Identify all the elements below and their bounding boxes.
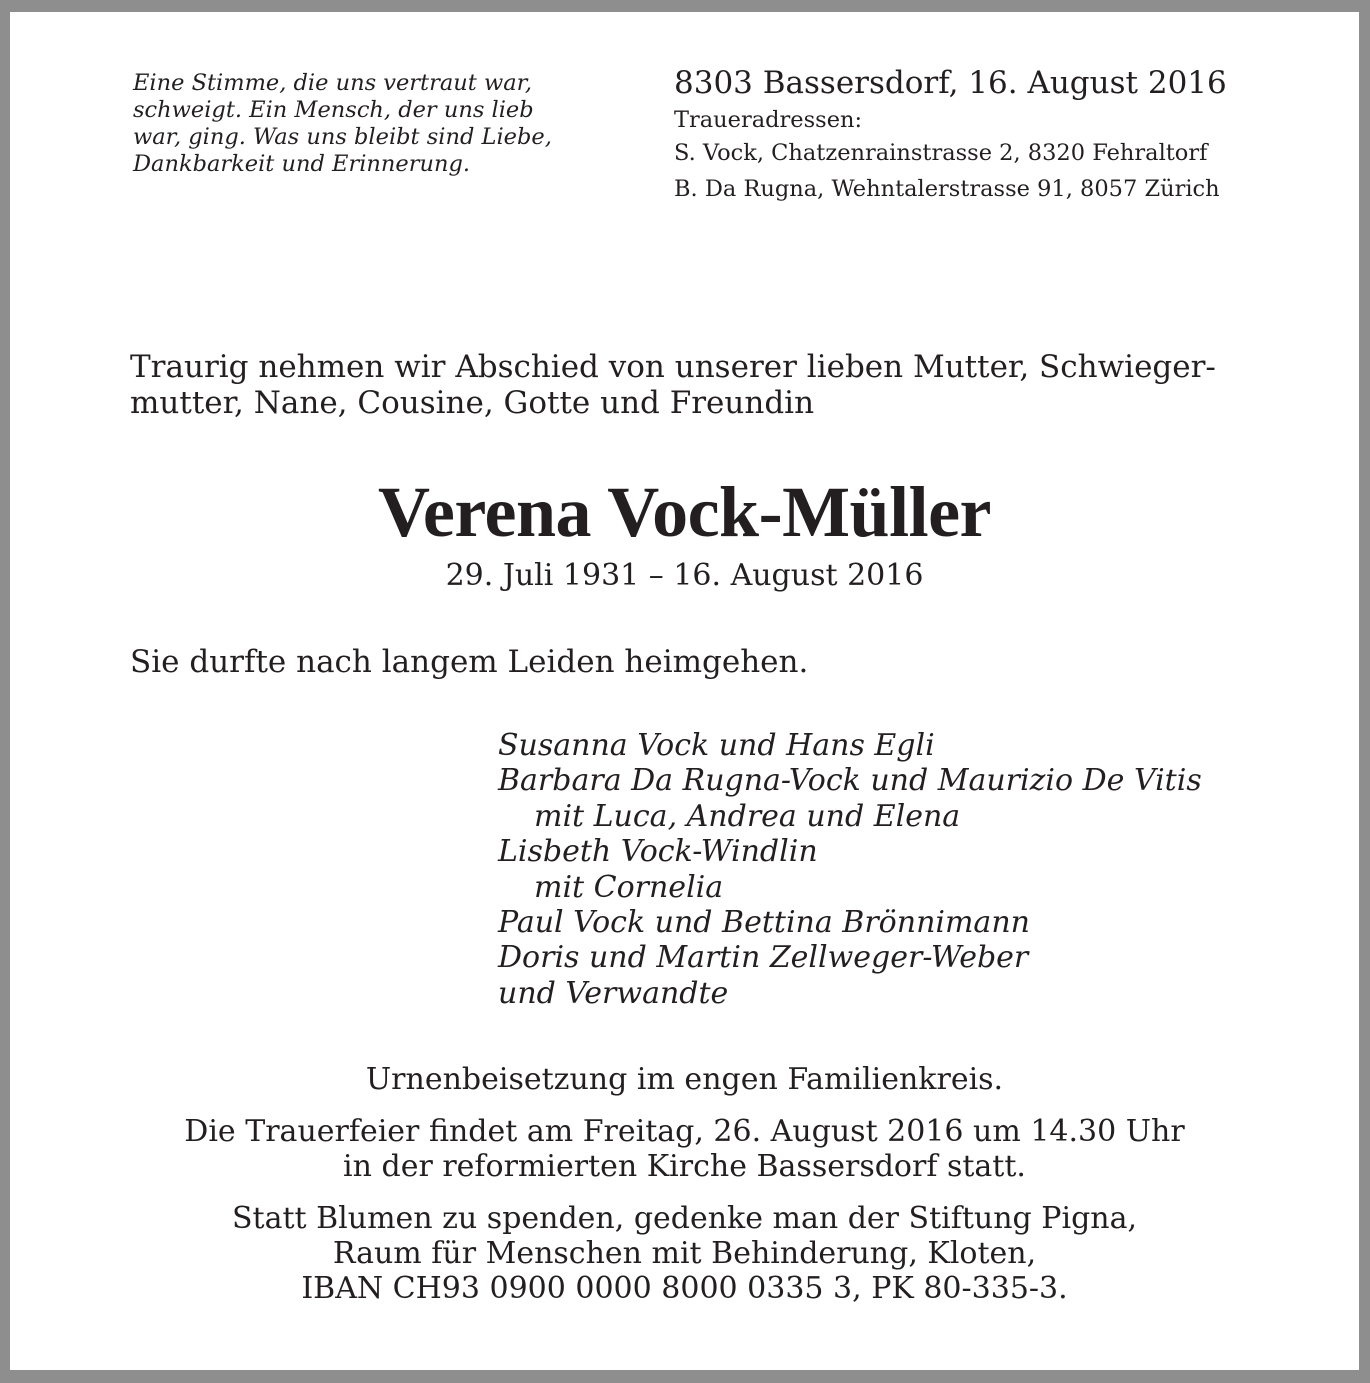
- mourner-line: Lisbeth Vock-Windlin: [498, 834, 818, 870]
- intro-text: Traurig nehmen wir Abschied von unserer lieben Mutter, Schwieger- mutter, Nane, Cousine, Gotte und Freundin: [130, 349, 1216, 421]
- address-line: B. Da Rugna, Wehntalerstrasse 91, 8057 Zürich: [674, 176, 1220, 202]
- mourner-line: Paul Vock und Bettina Brönnimann: [498, 905, 1030, 941]
- address-line: S. Vock, Chatzenrainstrasse 2, 8320 Fehraltorf: [674, 140, 1208, 166]
- memorial-poem: Eine Stimme, die uns vertraut war, schweigt. Ein Mensch, der uns lieb war, ging. Was uns bleibt sind Liebe, Dankbarkeit und Erinnerung.: [133, 70, 552, 177]
- donation-note: Statt Blumen zu spenden, gedenke man der Stiftung Pigna, Raum für Menschen mit Behinderung, Kloten, IBAN CH93 0900 0000 8000 0335 3, PK 80-335-3.: [231, 1201, 1138, 1306]
- mourner-line: mit Cornelia: [534, 869, 724, 905]
- address-block: [674, 64, 1314, 207]
- obituary-page: [10, 12, 1359, 1370]
- mourner-line: Doris und Martin Zellweger-Weber: [498, 940, 1029, 976]
- burial-note: Urnenbeisetzung im engen Familienkreis.: [365, 1062, 1004, 1097]
- mourner-line: Susanna Vock und Hans Egli: [498, 728, 935, 763]
- place-date: 8303 Bassersdorf, 16. August 2016: [674, 65, 1227, 101]
- mourner-line: mit Luca, Andrea und Elena: [534, 798, 961, 834]
- service-note: Die Trauerfeier findet am Freitag, 26. August 2016 um 14.30 Uhr in der reformierten Kirche Bassersdorf statt.: [184, 1114, 1185, 1184]
- deceased-name: Verena Vock-Müller: [378, 472, 991, 552]
- closing-block: [10, 1062, 1359, 1323]
- life-dates: 29. Juli 1931 – 16. August 2016: [445, 558, 924, 593]
- farewell-text: Sie durfte nach langem Leiden heimgehen.: [130, 644, 809, 680]
- addresses-label: Traueradressen:: [674, 107, 863, 133]
- mourners-list: [498, 728, 1298, 1011]
- mourner-line: Barbara Da Rugna-Vock und Maurizio De Vitis: [498, 763, 1202, 799]
- mourner-line: und Verwandte: [498, 975, 729, 1011]
